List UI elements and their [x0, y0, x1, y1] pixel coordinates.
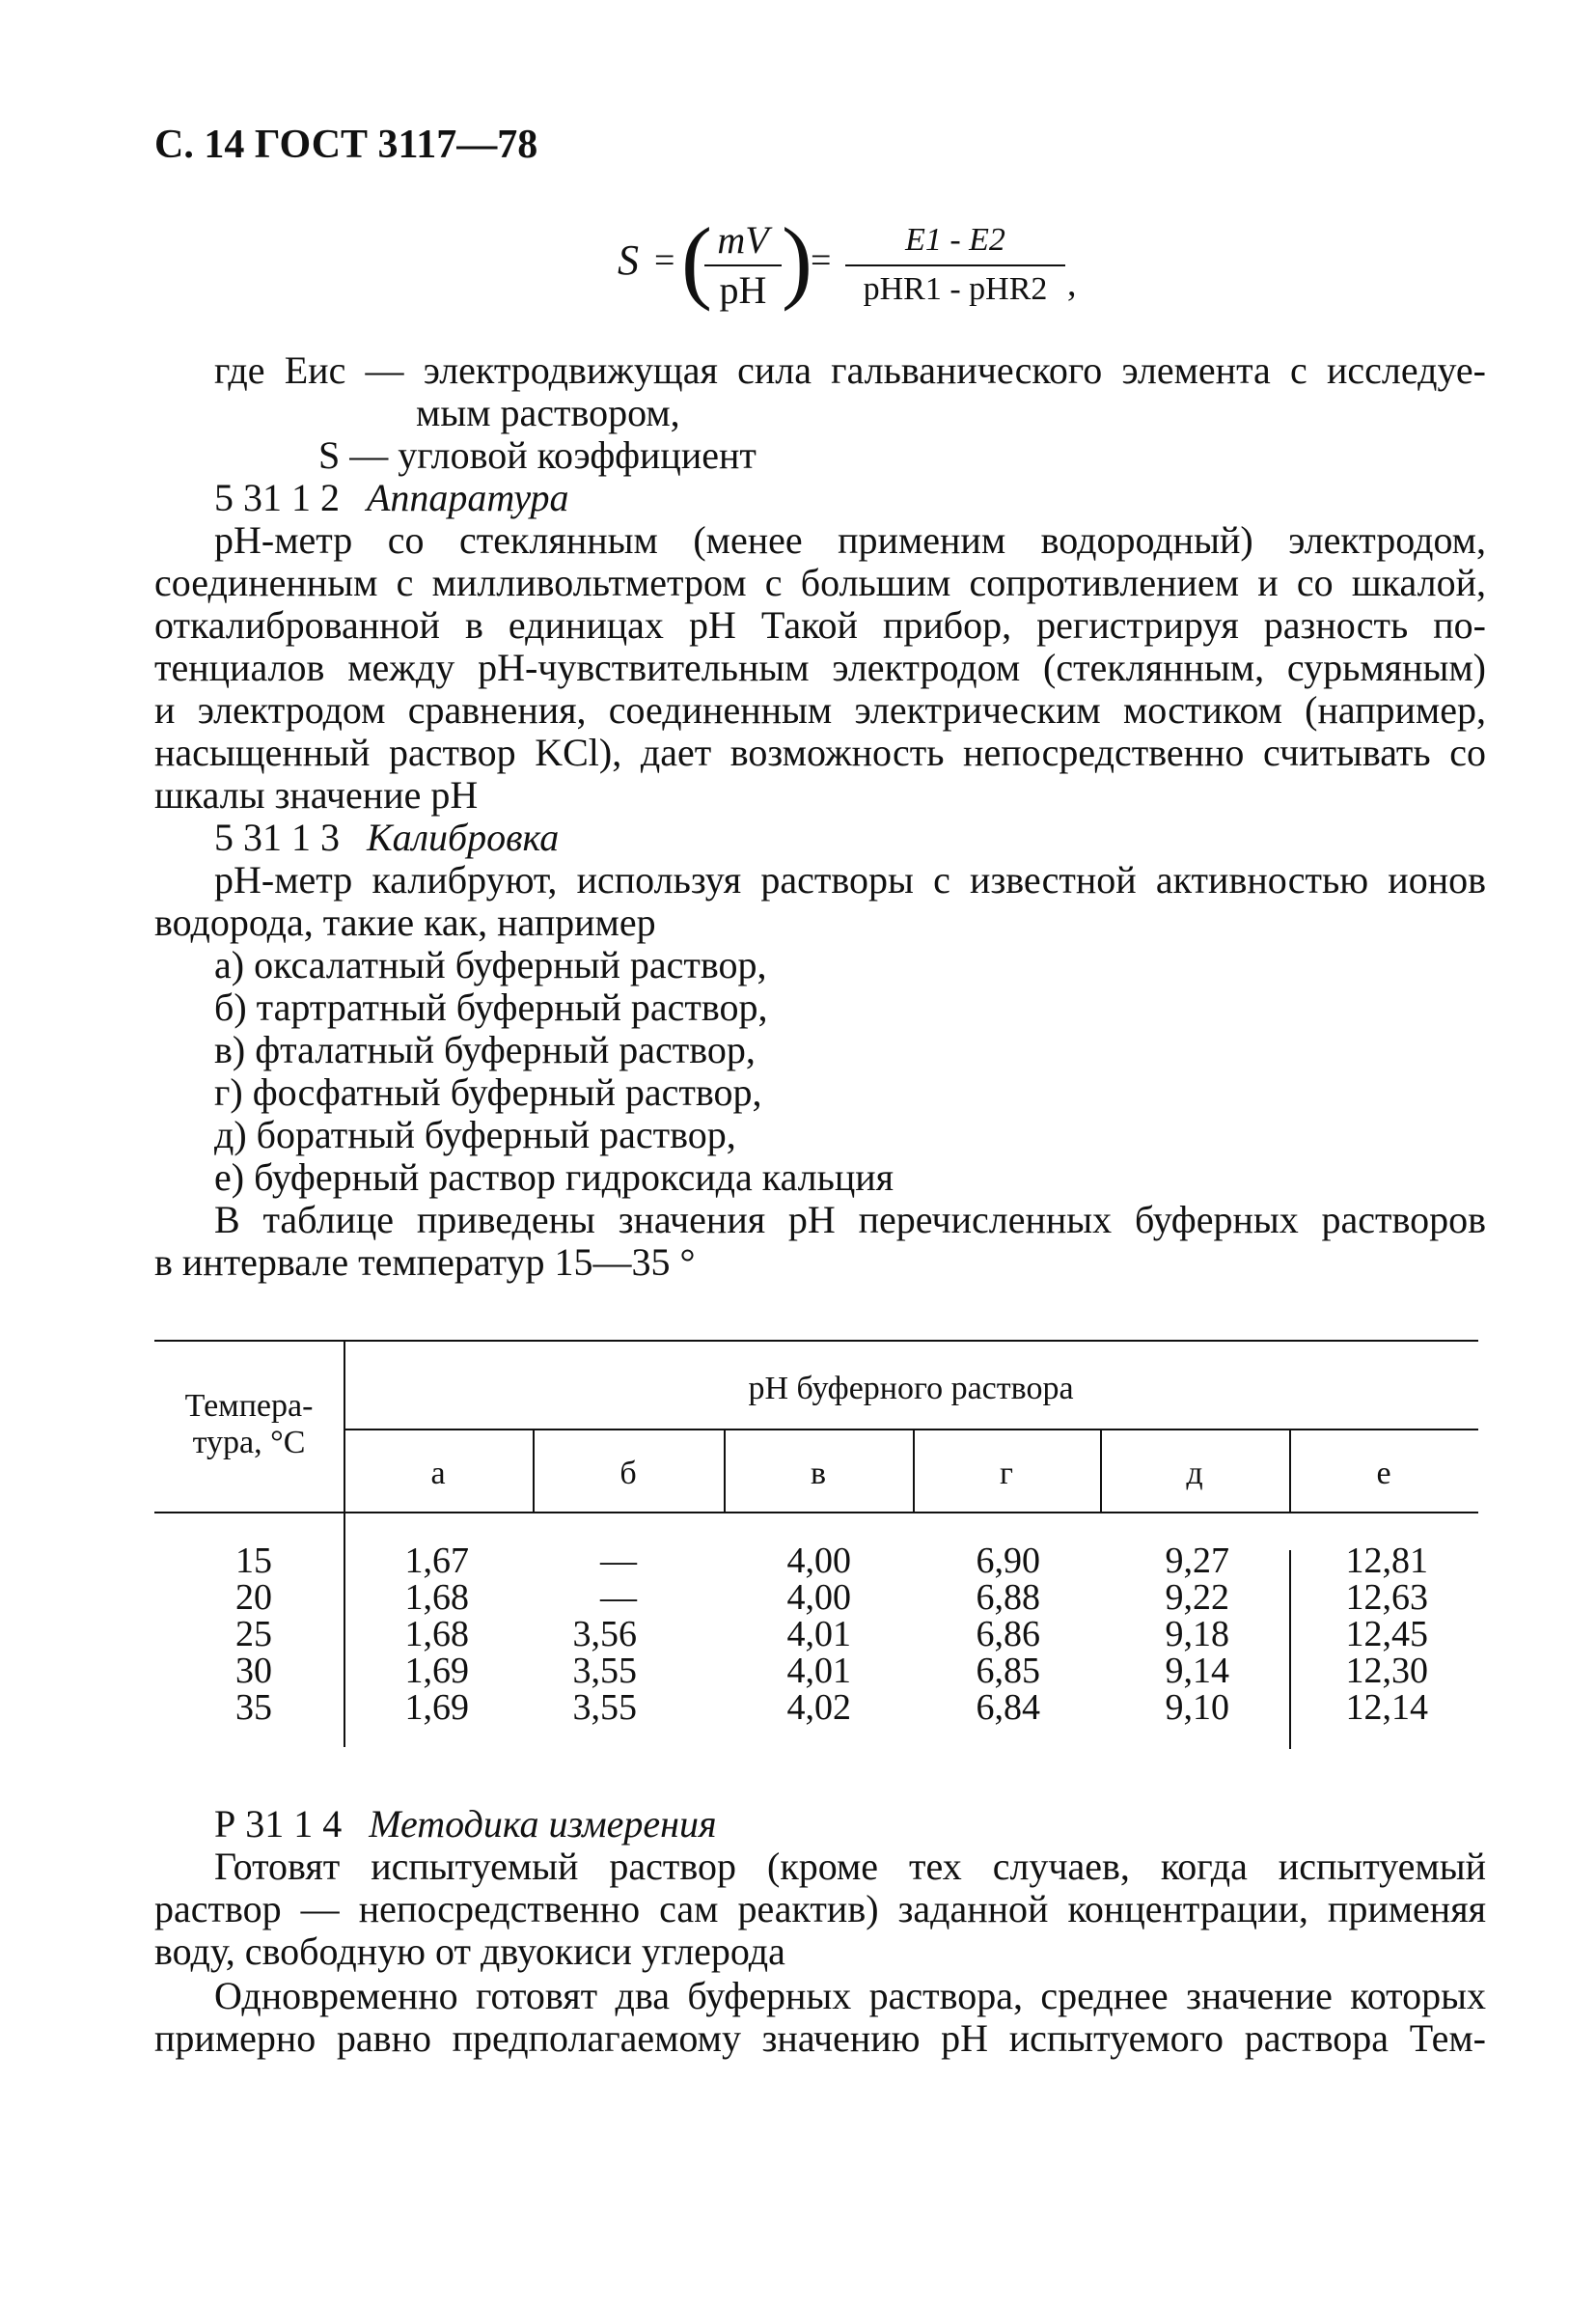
formula-equals: = — [654, 240, 675, 281]
table-cell-temperature: 35 — [235, 1687, 272, 1728]
table-cell-ph: 6,90 — [976, 1541, 1040, 1581]
section-heading-apparatus — [214, 477, 569, 519]
table-cell-ph: 1,69 — [404, 1651, 469, 1691]
slope-formula — [618, 210, 1081, 317]
table-header-rule — [154, 1512, 1478, 1513]
column-header: г — [1000, 1456, 1013, 1491]
temp-header-line: Темпера- — [184, 1388, 314, 1424]
table-cell-ph: 12,63 — [1345, 1577, 1428, 1618]
table-cell-ph: — — [600, 1541, 637, 1581]
ph-buffer-table — [154, 1340, 1478, 1764]
apparatus-line-3: откалиброванной в единицах pH Такой прибор, регистрируя разность по- — [154, 603, 1486, 647]
formula-fraction-emf — [845, 218, 1065, 311]
section-title: Методика измерения — [369, 1802, 717, 1846]
apparatus-line-1: pH-метр со стеклянным (менее применим водородный) электродом, — [214, 518, 1486, 562]
final-line-1: Одновременно готовят два буферных раствора, среднее значение которых — [214, 1974, 1486, 2017]
method-line-2: раствор — непосредственно сам реактив) заданной концентрации, применяя — [154, 1887, 1486, 1930]
where-line-1: где Eис — электродвижущая сила гальванического элемента с исследуе- — [214, 348, 1486, 392]
table-group-rule — [344, 1429, 1478, 1430]
formula-equals: = — [811, 240, 832, 281]
table-cell-ph: 3,55 — [572, 1651, 637, 1691]
table-cell-temperature: 25 — [235, 1614, 272, 1654]
table-cell-ph: 1,67 — [404, 1541, 469, 1581]
apparatus-line-6: насыщенный раствор KCl), дает возможность непосредственно считывать со — [154, 731, 1486, 774]
fraction-numerator: E1 - E2 — [905, 222, 1005, 258]
section-number: 5 31 1 2 — [214, 476, 340, 519]
table-cell-ph: 6,88 — [976, 1577, 1040, 1618]
section-title: Аппаратура — [367, 476, 569, 519]
column-header: д — [1186, 1456, 1203, 1491]
table-cell-ph: 3,56 — [572, 1614, 637, 1654]
buffer-list-item: е) буферный раствор гидроксида кальция — [214, 1155, 894, 1199]
table-cell-ph: 1,68 — [404, 1614, 469, 1654]
page-header: С. 14 ГОСТ 3117—78 — [154, 123, 538, 167]
where-line-2: мым раствором, — [416, 391, 680, 434]
buffer-list-item: а) оксалатный буферный раствор, — [214, 943, 767, 986]
table-top-rule — [154, 1340, 1478, 1342]
section-title: Калибровка — [367, 816, 560, 859]
method-line-1: Готовят испытуемый раствор (кроме тех случаев, когда испытуемый — [214, 1845, 1486, 1888]
column-header: б — [619, 1456, 637, 1491]
table-cell-ph: 9,10 — [1165, 1687, 1229, 1728]
buffer-list-item: б) тартратный буферный раствор, — [214, 985, 768, 1029]
table-cell-ph: 12,45 — [1345, 1614, 1428, 1654]
formula-comma: , — [1067, 264, 1077, 304]
table-cell-ph: 1,69 — [404, 1687, 469, 1728]
formula-fraction-mv-ph — [701, 218, 785, 313]
table-cell-ph: 9,14 — [1165, 1651, 1229, 1691]
where-line-3: S — угловой коэффициент — [318, 433, 757, 477]
group-header: pH буферного раствора — [748, 1371, 1074, 1406]
column-header: е — [1376, 1456, 1391, 1491]
table-cell-temperature: 20 — [235, 1577, 272, 1618]
table-cell-temperature: 15 — [235, 1541, 272, 1581]
table-cell-ph: 6,84 — [976, 1687, 1040, 1728]
buffer-list-item: д) боратный буферный раствор, — [214, 1113, 736, 1156]
buffer-list-item: в) фталатный буферный раствор, — [214, 1028, 756, 1071]
table-cell-ph: 4,00 — [786, 1541, 851, 1581]
section-number: 5 31 1 3 — [214, 816, 340, 859]
formula-lhs: S — [618, 236, 639, 284]
table-cell-ph: 3,55 — [572, 1687, 637, 1728]
table-cell-ph: 12,81 — [1345, 1541, 1428, 1581]
table-intro-line-1: В таблице приведены значения pH перечисленных буферных растворов — [214, 1198, 1486, 1241]
calibration-line-2: водорода, такие как, например — [154, 901, 656, 944]
table-cell-ph: 4,01 — [786, 1614, 851, 1654]
fraction-numerator: mV — [717, 218, 769, 262]
table-cell-ph: 9,22 — [1165, 1577, 1229, 1618]
fraction-bar — [704, 264, 782, 266]
apparatus-line-2: соединенным с милливольтметром с большим сопротивлением и со шкалой, — [154, 561, 1486, 604]
formula-right-paren: ) — [782, 208, 812, 312]
table-cell-ph: 4,02 — [786, 1687, 851, 1728]
method-line-3: воду, свободную от двуокиси углерода — [154, 1929, 785, 1973]
column-header: а — [430, 1456, 446, 1491]
section-heading-calibration — [214, 817, 559, 859]
section-heading-method — [214, 1803, 717, 1846]
section-number: Р 31 1 4 — [214, 1802, 343, 1846]
table-cell-ph: 4,01 — [786, 1651, 851, 1691]
table-cell-ph: 12,14 — [1345, 1687, 1428, 1728]
temp-header — [154, 1388, 344, 1461]
table-cell-ph: 6,85 — [976, 1651, 1040, 1691]
apparatus-line-5: и электродом сравнения, соединенным электрическим мостиком (например, — [154, 688, 1486, 732]
fraction-denominator: pH — [719, 268, 767, 312]
table-cell-ph: 1,68 — [404, 1577, 469, 1618]
apparatus-line-7: шкалы значение pH — [154, 773, 479, 817]
table-intro-line-2: в интервале температур 15—35 ° — [154, 1240, 696, 1284]
table-cell-ph: 9,18 — [1165, 1614, 1229, 1654]
table-vline — [1289, 1550, 1291, 1749]
final-line-2: примерно равно предполагаемому значению pH испытуемого раствора Тем- — [154, 2016, 1486, 2060]
calibration-line-1: pH-метр калибруют, используя растворы с известной активностью ионов — [214, 858, 1486, 902]
table-cell-ph: 6,86 — [976, 1614, 1040, 1654]
apparatus-line-4: тенциалов между pH-чувствительным электродом (стеклянным, сурьмяным) — [154, 646, 1486, 689]
table-cell-ph: 4,00 — [786, 1577, 851, 1618]
table-cell-ph: 12,30 — [1345, 1651, 1428, 1691]
table-cell-ph: 9,27 — [1165, 1541, 1229, 1581]
formula-left-paren: ( — [681, 208, 712, 312]
temp-header-line: тура, °С — [192, 1425, 306, 1460]
column-header: в — [810, 1456, 827, 1491]
fraction-denominator: pHR1 - pHR2 — [863, 271, 1048, 307]
buffer-list-item: г) фосфатный буферный раствор, — [214, 1070, 762, 1114]
table-cell-temperature: 30 — [235, 1651, 272, 1691]
fraction-bar — [845, 264, 1065, 266]
table-cell-ph: — — [600, 1577, 637, 1618]
